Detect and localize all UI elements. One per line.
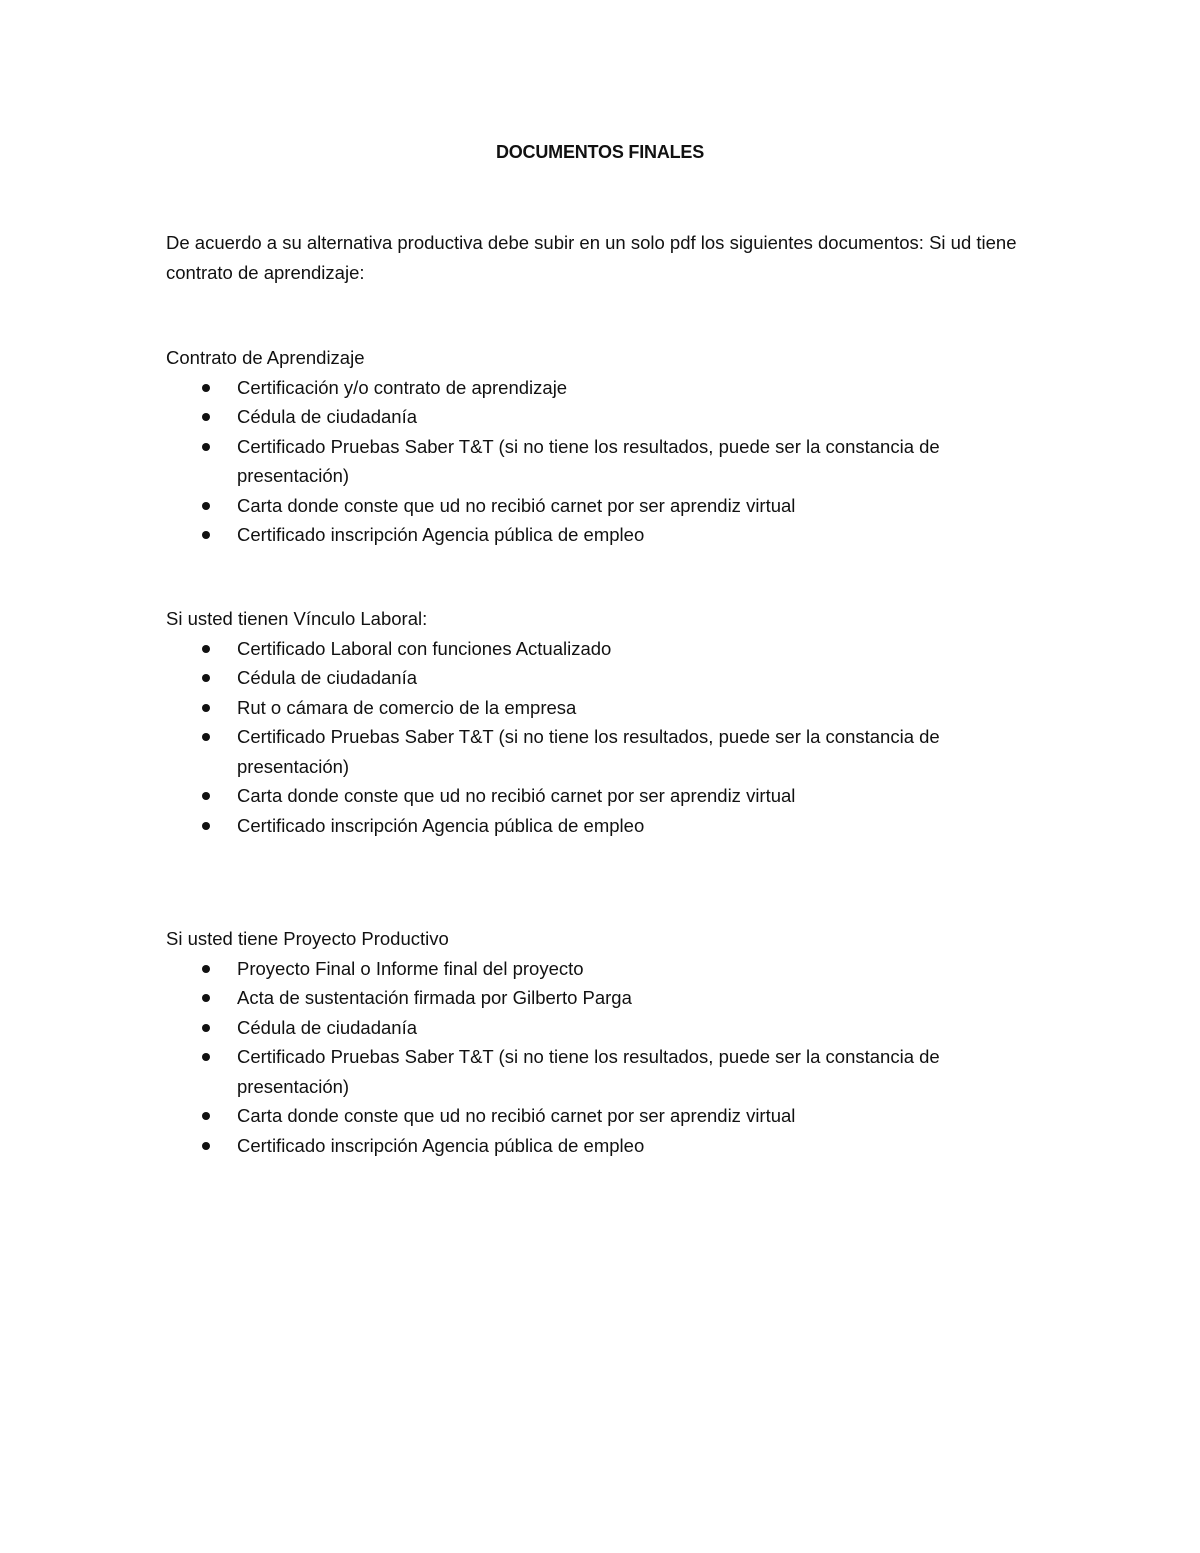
section-heading: Si usted tienen Vínculo Laboral:	[166, 608, 428, 629]
list-item	[166, 634, 987, 664]
section-contrato-aprendizaje	[166, 343, 1046, 550]
list-item-text: Acta de sustentación firmada por Gilberto Parga	[237, 987, 632, 1008]
bullet-icon	[202, 965, 210, 973]
bullet-icon	[202, 1112, 210, 1120]
bullet-icon	[202, 674, 210, 682]
list-item-text: Certificado Pruebas Saber T&T (si no tiene los resultados, puede ser la constancia de presentación)	[237, 726, 940, 777]
list-item-text: Certificado Laboral con funciones Actualizado	[237, 637, 612, 659]
bullet-list	[166, 373, 1046, 550]
list-item-text: Certificado Pruebas Saber T&T (si no tiene los resultados, puede ser la constancia de presentación)	[237, 435, 940, 486]
bullet-icon	[202, 531, 210, 539]
list-item	[166, 954, 987, 984]
list-item-text: Cédula de ciudadanía	[237, 1016, 418, 1038]
list-item-text: Proyecto Final o Informe final del proyecto	[237, 957, 584, 979]
document-title: DOCUMENTOS FINALES	[495, 142, 705, 162]
bullet-icon	[202, 822, 210, 830]
bullet-icon	[202, 443, 210, 451]
list-item	[166, 432, 987, 491]
list-item	[166, 1101, 987, 1131]
section-heading: Si usted tiene Proyecto Productivo	[166, 928, 449, 949]
list-item-text: Certificado inscripción Agencia pública de empleo	[237, 524, 645, 545]
list-item	[166, 693, 987, 723]
list-item-text: Certificado inscripción Agencia pública de empleo	[237, 1134, 645, 1156]
list-item-text: Carta donde conste que ud no recibió carnet por ser aprendiz virtual	[237, 494, 796, 516]
list-item	[166, 1042, 987, 1101]
bullet-icon	[202, 645, 210, 653]
list-item	[166, 402, 987, 432]
list-item	[166, 983, 987, 1013]
bullet-icon	[202, 994, 210, 1002]
list-item-text: Carta donde conste que ud no recibió carnet por ser aprendiz virtual	[237, 785, 796, 806]
list-item	[166, 491, 987, 521]
bullet-icon	[202, 733, 210, 741]
section-proyecto-productivo	[166, 924, 1046, 1160]
bullet-icon	[202, 792, 210, 800]
bullet-icon	[202, 1024, 210, 1032]
bullet-icon	[202, 413, 210, 421]
list-item-text: Rut o cámara de comercio de la empresa	[237, 696, 577, 718]
list-item	[166, 520, 987, 550]
list-item-text: Carta donde conste que ud no recibió carnet por ser aprendiz virtual	[237, 1105, 796, 1126]
list-item	[166, 373, 987, 403]
list-item-text: Certificado Pruebas Saber T&T (si no tiene los resultados, puede ser la constancia de presentación)	[237, 1046, 940, 1097]
list-item	[166, 781, 987, 811]
section-vinculo-laboral	[166, 604, 1046, 840]
bullet-list	[166, 954, 1046, 1161]
list-item-text: Cédula de ciudadanía	[237, 667, 418, 688]
list-item	[166, 1131, 987, 1161]
bullet-icon	[202, 1053, 210, 1061]
list-item-text: Cédula de ciudadanía	[237, 406, 418, 427]
list-item-text: Certificación y/o contrato de aprendizaje	[237, 376, 568, 398]
intro-paragraph: De acuerdo a su alternativa productiva debe subir en un solo pdf los siguientes documentos: Si ud tiene contrato de aprendizaje:	[166, 232, 1017, 283]
bullet-icon	[202, 502, 210, 510]
bullet-icon	[202, 384, 210, 392]
list-item	[166, 811, 987, 841]
bullet-icon	[202, 1142, 210, 1150]
section-heading: Contrato de Aprendizaje	[166, 347, 365, 368]
bullet-icon	[202, 704, 210, 712]
bullet-list	[166, 634, 1046, 841]
list-item-text: Certificado inscripción Agencia pública de empleo	[237, 814, 645, 836]
list-item	[166, 663, 987, 693]
list-item	[166, 722, 987, 781]
list-item	[166, 1013, 987, 1043]
